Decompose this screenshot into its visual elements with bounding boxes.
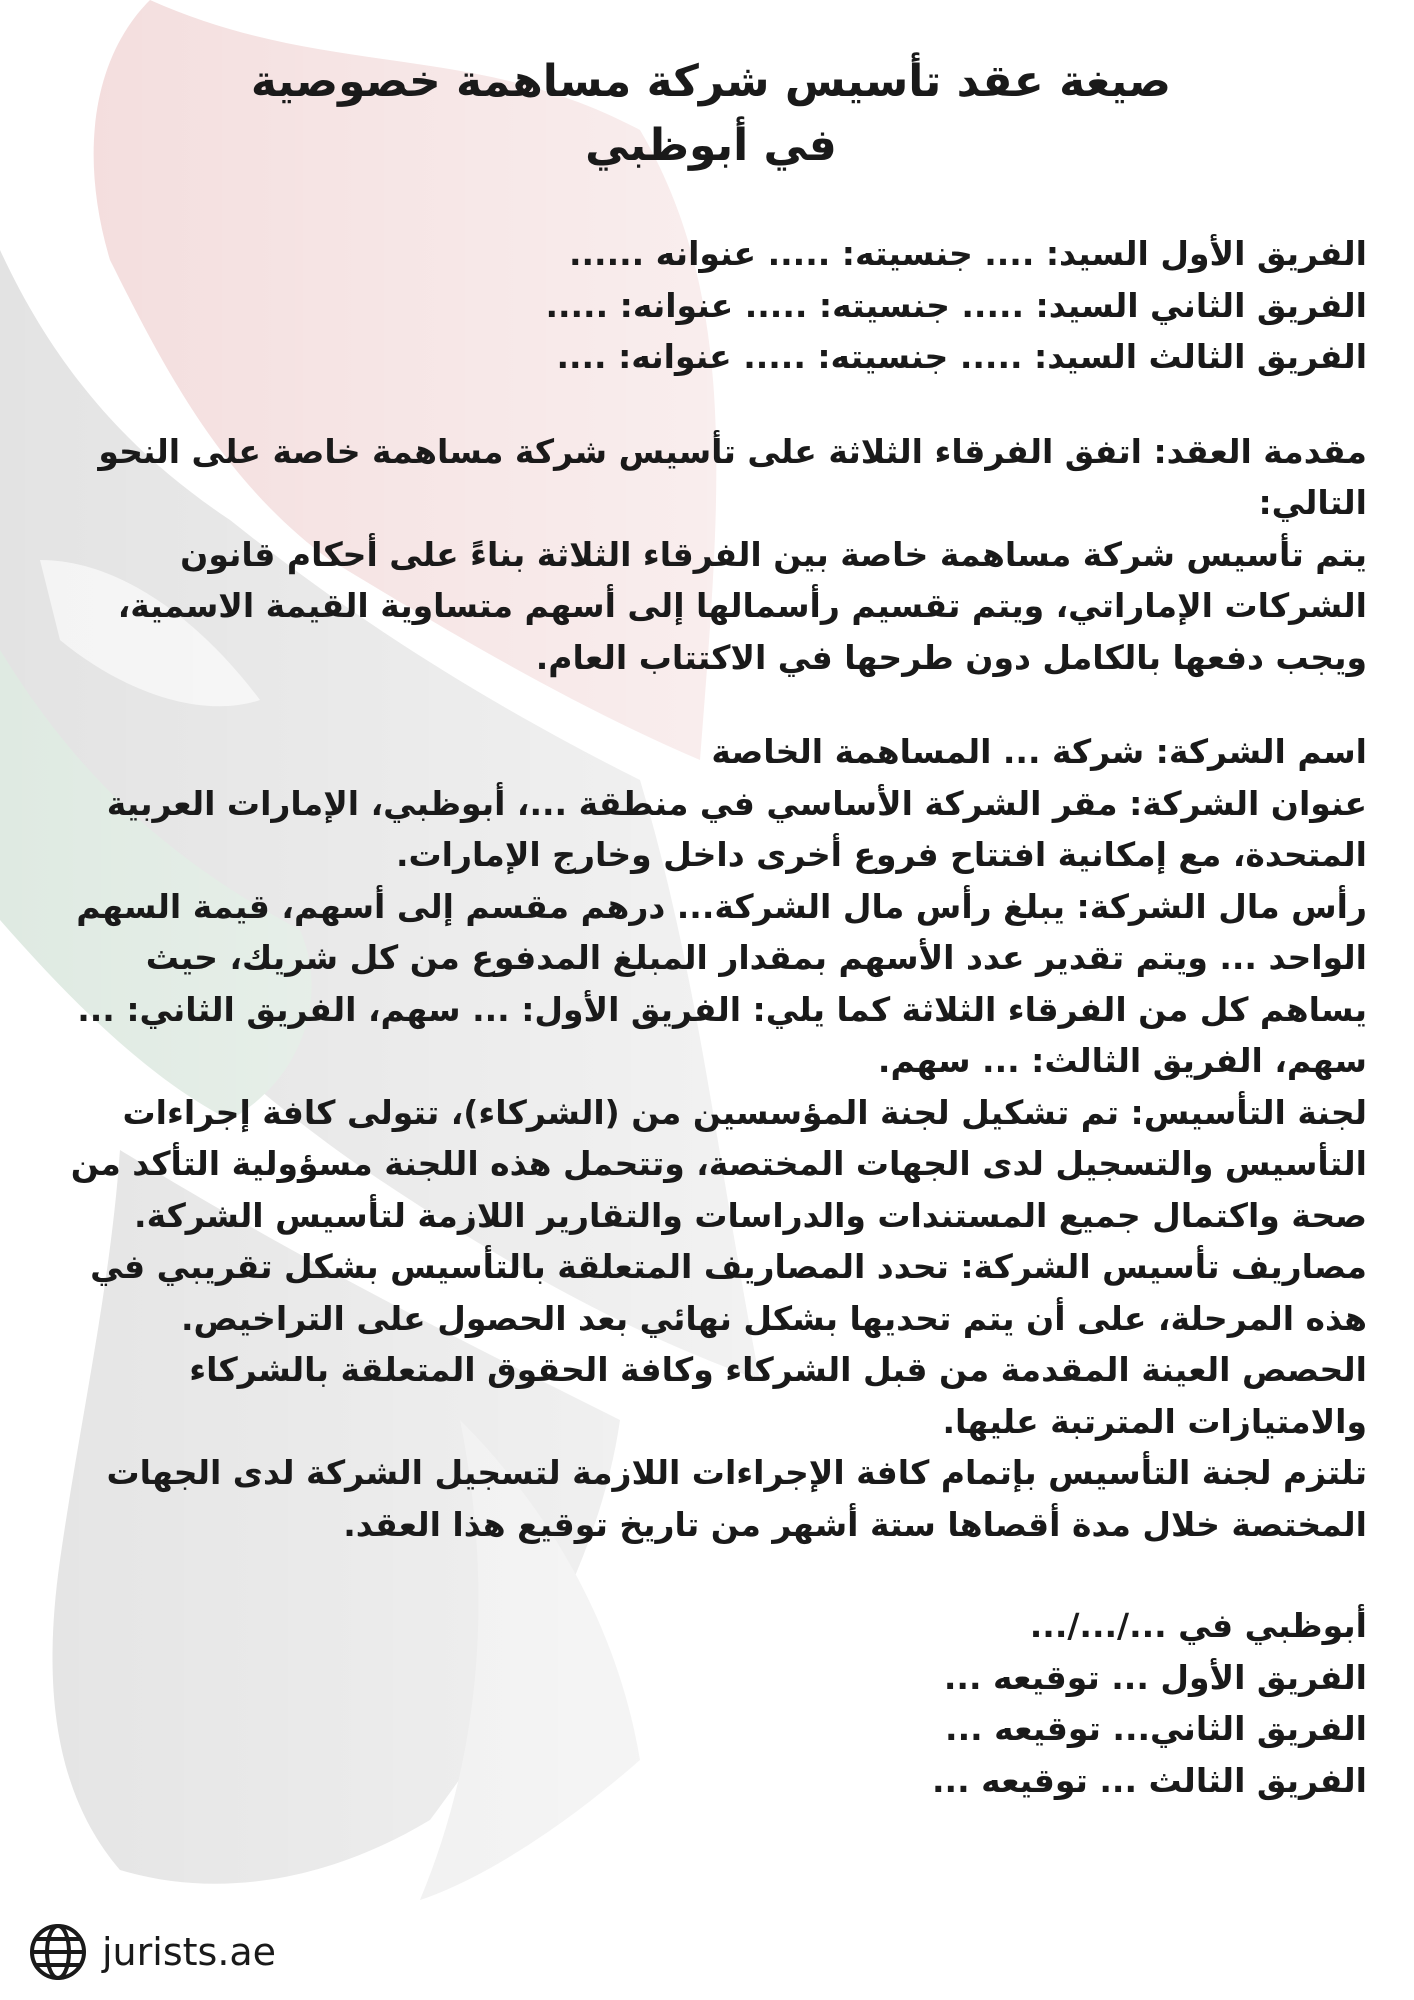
globe-icon — [28, 1922, 88, 1982]
clauses-section — [55, 726, 1367, 1550]
title-line-2: في أبوظبي — [585, 120, 837, 171]
clause-capital: رأس مال الشركة: يبلغ رأس مال الشركة... درهم مقسم إلى أسهم، قيمة السهم الواحد ... ويتم تقدير عدد الأسهم بمقدار المبلغ المدفوع من كل شريك، حيث يساهم كل من الفرقاء الثلاثة كما يلي: الفريق الأول: ... سهم، الفريق الثاني: ... سهم، الفريق الثالث: ... سهم. — [76, 886, 1367, 1080]
clause-company-name: اسم الشركة: شركة ... المساهمة الخاصة — [711, 732, 1367, 771]
signature-place-date: أبوظبي في .../.../... — [1029, 1606, 1367, 1645]
footer-brand — [28, 1922, 276, 1982]
document-title — [55, 50, 1367, 178]
signature-second-party: الفريق الثاني... توقيعه ... — [945, 1709, 1367, 1748]
intro-section — [55, 426, 1367, 684]
clause-company-address: عنوان الشركة: مقر الشركة الأساسي في منطقة ...، أبوظبي، الإمارات العربية المتحدة، مع إمكانية افتتاح فروع أخرى داخل وخارج الإمارات. — [106, 783, 1367, 874]
party-first: الفريق الأول السيد: .... جنسيته: ..... عنوانه ...... — [568, 234, 1367, 273]
clause-founding-committee: لجنة التأسيس: تم تشكيل لجنة المؤسسين من (الشركاء)، تتولى كافة إجراءات التأسيس والتسجيل لدى الجهات المختصة، وتتحمل هذه اللجنة مسؤولية التأكد من صحة واكتمال جميع المستندات والدراسات والتقارير اللازمة لتأسيس الشركة. — [70, 1092, 1367, 1235]
title-line-1: صيغة عقد تأسيس شركة مساهمة خصوصية — [250, 56, 1172, 107]
brand-name[interactable]: jurists.ae — [102, 1930, 277, 1974]
signature-section — [55, 1600, 1367, 1806]
signature-third-party: الفريق الثالث ... توقيعه ... — [932, 1760, 1367, 1800]
intro-body: يتم تأسيس شركة مساهمة خاصة بين الفرقاء الثلاثة بناءً على أحكام قانون الشركات الإماراتي، ويتم تقسيم رأسمالها إلى أسهم متساوية القيمة الاسمية، ويجب دفعها بالكامل دون طرحها في الاكتتاب العام. — [117, 534, 1367, 677]
clause-registration-deadline: تلتزم لجنة التأسيس بإتمام كافة الإجراءات اللازمة لتسجيل الشركة لدى الجهات المختصة خلال مدة أقصاها ستة أشهر من تاريخ توقيع هذا العقد. — [106, 1453, 1367, 1544]
party-third: الفريق الثالث السيد: ..... جنسيته: ..... عنوانه: .... — [556, 337, 1367, 376]
clause-in-kind-shares: الحصص العينة المقدمة من قبل الشركاء وكافة الحقوق المتعلقة بالشركاء والامتيازات المترتبة عليها. — [189, 1350, 1367, 1441]
parties-section — [55, 228, 1367, 383]
signature-first-party: الفريق الأول ... توقيعه ... — [943, 1657, 1367, 1697]
party-second: الفريق الثاني السيد: ..... جنسيته: ..... عنوانه: ..... — [545, 285, 1367, 325]
clause-founding-expenses: مصاريف تأسيس الشركة: تحدد المصاريف المتعلقة بالتأسيس بشكل تقريبي في هذه المرحلة، على أن يتم تحديها بشكل نهائي بعد الحصول على التراخيص. — [90, 1247, 1367, 1338]
contract-document — [55, 50, 1367, 1806]
intro-heading: مقدمة العقد: اتفق الفرقاء الثلاثة على تأسيس شركة مساهمة خاصة على النحو التالي: — [98, 431, 1367, 522]
